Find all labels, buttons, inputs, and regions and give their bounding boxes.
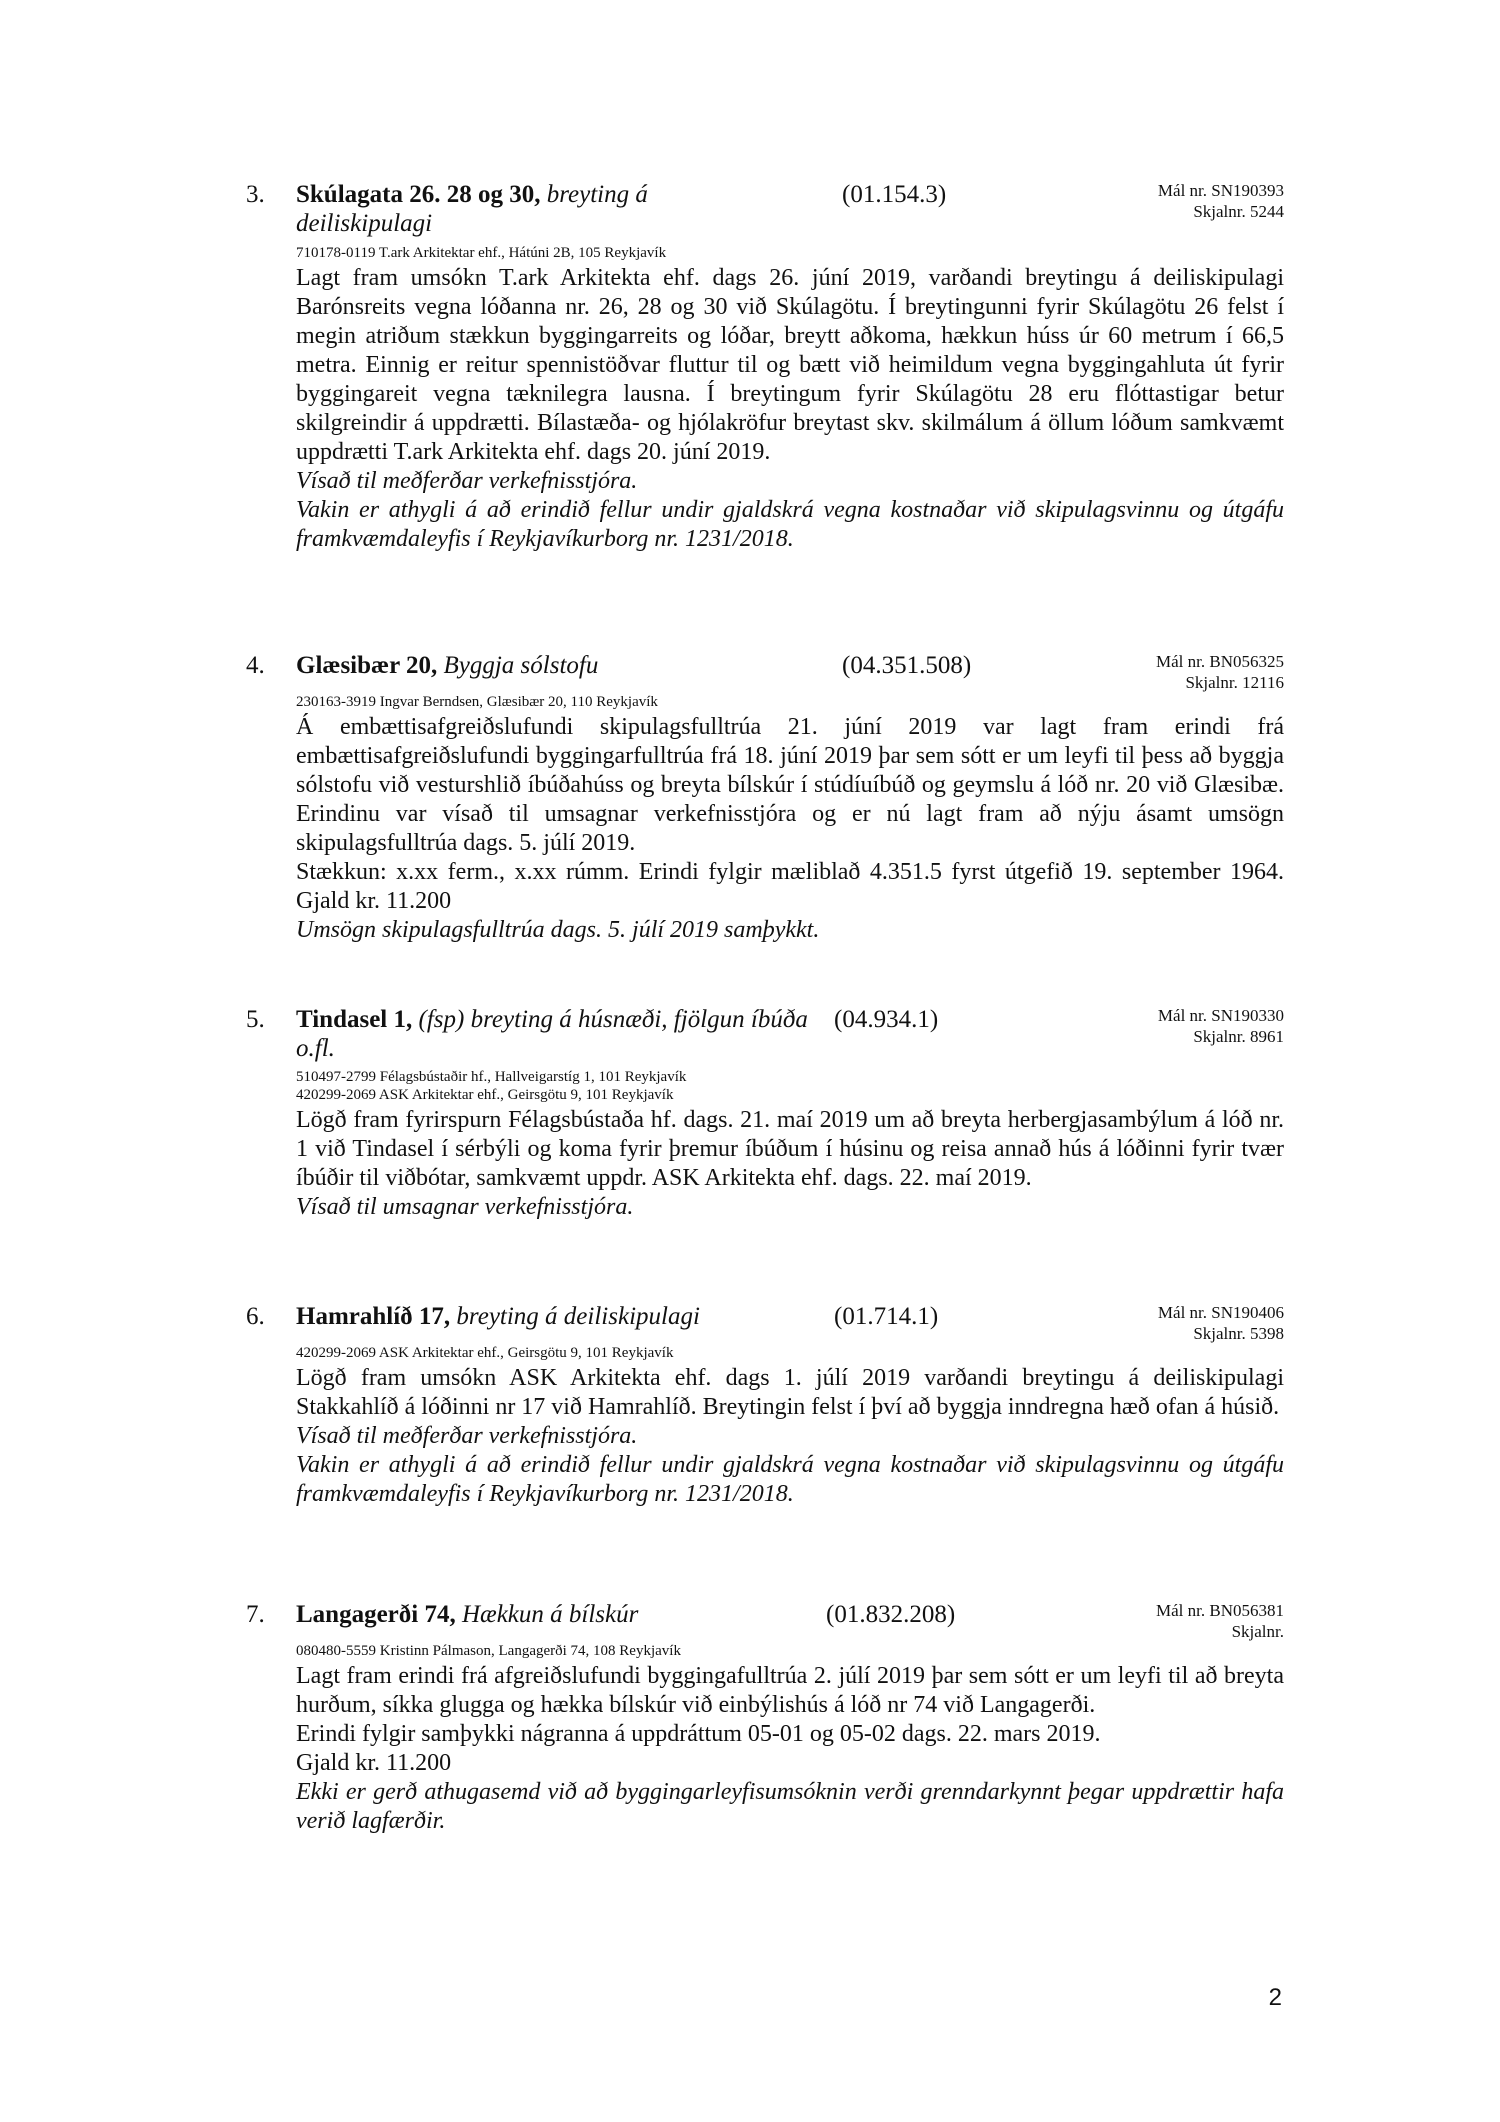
applicants — [296, 1344, 673, 1362]
applicants — [296, 1068, 686, 1104]
item-number: 5. — [246, 1006, 265, 1033]
applicant: 710178-0119 T.ark Arkitektar ehf., Hátúni 2B, 105 Reykjavík — [296, 245, 667, 261]
item-number: 3. — [246, 181, 265, 208]
item-title — [296, 1005, 836, 1063]
item-address: Hamrahlíð 17, — [296, 1303, 451, 1330]
item-number: 7. — [246, 1601, 265, 1628]
item-references — [1158, 1005, 1284, 1047]
item-paragraph: Gjald kr. 11.200 — [296, 1750, 452, 1776]
item-title — [296, 1600, 836, 1629]
item-land-code: (04.351.508) — [842, 652, 972, 679]
item-decision: Vísað til meðferðar verkefnisstjóra. — [296, 1423, 638, 1449]
item-decision: Ekki er gerð athugasemd við að byggingarleyfisumsóknin verði grenndarkynnt þegar uppdrættir hafa verið lagfærðir. — [296, 1779, 1284, 1834]
item-decision: Vakin er athygli á að erindið fellur undir gjaldskrá vegna kostnaðar við skipulagsvinnu og útgáfu framkvæmdaleyfis í Reykjavíkurborg nr. 1231/2018. — [296, 1452, 1284, 1507]
item-description: breyting á deiliskipulagi — [456, 1303, 700, 1330]
item-land-code: (04.934.1) — [834, 1006, 939, 1033]
item-description: Byggja sólstofu — [443, 652, 599, 679]
document-number: Skjalnr. 5244 — [1193, 202, 1284, 221]
item-address: Skúlagata 26. 28 og 30, — [296, 181, 541, 208]
item-paragraph: Erindi fylgir samþykki nágranna á uppdráttum 05-01 og 05-02 dags. 22. mars 2019. — [296, 1721, 1101, 1747]
item-decision: Umsögn skipulagsfulltrúa dags. 5. júlí 2019 samþykkt. — [296, 917, 820, 943]
item-body — [296, 1106, 1284, 1222]
item-number: 4. — [246, 652, 265, 679]
applicant: 230163-3919 Ingvar Berndsen, Glæsibær 20, 110 Reykjavík — [296, 694, 658, 710]
item-land-code: (01.714.1) — [834, 1303, 939, 1330]
item-references — [1158, 1302, 1284, 1344]
item-address: Langagerði 74, — [296, 1601, 456, 1628]
case-number: Mál nr. SN190330 — [1157, 1006, 1284, 1025]
applicant: 420299-2069 ASK Arkitektar ehf., Geirsgötu 9, 101 Reykjavík — [296, 1087, 674, 1103]
item-body — [296, 1364, 1284, 1509]
case-number: Mál nr. SN190406 — [1157, 1303, 1284, 1322]
item-description: breyting á deiliskipulagi — [296, 181, 648, 237]
applicant: 420299-2069 ASK Arkitektar ehf., Geirsgötu 9, 101 Reykjavík — [296, 1345, 674, 1361]
document-number: Skjalnr. 8961 — [1193, 1027, 1284, 1046]
item-references — [1158, 180, 1284, 222]
item-title — [296, 651, 836, 680]
item-address: Tindasel 1, — [296, 1006, 413, 1033]
item-paragraph: Lagt fram umsókn T.ark Arkitekta ehf. dags 26. júní 2019, varðandi breytingu á deiliskipulagi Barónsreits vegna lóðanna nr. 26, 28 og 30 við Skúlagötu. Í breytingunni fyrir Skúlagötu 26 felst í megin atriðum stækkun byggingarreits og lóðar, breytt aðkoma, hækkun húss úr 60 metrum í 66,5 metra. Einnig er reitur spennistöðvar fluttur til og bætt við heimildum vegna byggingahluta út fyrir byggingareit vegna tæknilegra lausna. Í breytingum fyrir Skúlagötu 28 eru flóttastigar betur skilgreindir á uppdrætti. Bílastæða- og hjólakröfur breytast skv. skilmálum á öllum lóðum samkvæmt uppdrætti T.ark Arkitekta ehf. dags 20. júní 2019. — [296, 265, 1284, 465]
item-land-code: (01.832.208) — [826, 1601, 956, 1628]
item-paragraph: Lögð fram umsókn ASK Arkitekta ehf. dags 1. júlí 2019 varðandi breytingu á deiliskipulagi Stakkahlíð á lóðinni nr 17 við Hamrahlíð. Breytingin felst í því að byggja inndregna hæð ofan á húsið. — [296, 1365, 1284, 1420]
item-title — [296, 180, 756, 238]
item-body — [296, 713, 1284, 945]
applicants — [296, 1642, 681, 1660]
item-decision: Vakin er athygli á að erindið fellur undir gjaldskrá vegna kostnaðar við skipulagsvinnu og útgáfu framkvæmdaleyfis í Reykjavíkurborg nr. 1231/2018. — [296, 497, 1284, 552]
case-number: Mál nr. BN056325 — [1156, 652, 1284, 671]
applicants — [296, 244, 666, 262]
item-decision: Vísað til meðferðar verkefnisstjóra. — [296, 468, 638, 494]
item-description: (fsp) breyting á húsnæði, fjölgun íbúða o.fl. — [296, 1006, 808, 1062]
applicant: 080480-5559 Kristinn Pálmason, Langagerði 74, 108 Reykjavík — [296, 1643, 681, 1659]
applicant: 510497-2799 Félagsbústaðir hf., Hallveigarstíg 1, 101 Reykjavík — [296, 1069, 687, 1085]
document-number: Skjalnr. 5398 — [1193, 1324, 1284, 1343]
item-title — [296, 1302, 836, 1331]
item-decision: Vísað til umsagnar verkefnisstjóra. — [296, 1194, 634, 1220]
item-number: 6. — [246, 1303, 265, 1330]
case-number: Mál nr. BN056381 — [1156, 1601, 1284, 1620]
item-description: Hækkun á bílskúr — [461, 1601, 639, 1628]
item-paragraph: Lögð fram fyrirspurn Félagsbústaða hf. dags. 21. maí 2019 um að breyta herbergjasambýlum á lóð nr. 1 við Tindasel í sérbýli og koma fyrir þremur íbúðum í húsinu og reisa annað hús á lóðinni fyrir tvær íbúðir til viðbótar, samkvæmt uppdr. ASK Arkitekta ehf. dags. 22. maí 2019. — [296, 1107, 1284, 1191]
case-number: Mál nr. SN190393 — [1157, 181, 1284, 200]
item-body — [296, 264, 1284, 554]
item-paragraph: Á embættisafgreiðslufundi skipulagsfulltrúa 21. júní 2019 var lagt fram erindi frá embættisafgreiðslufundi byggingarfulltrúa frá 18. júní 2019 þar sem sótt er um leyfi til þess að byggja sólstofu við vesturshlið íbúðahúss og breyta bílskúr í stúdíuíbúð og geymslu á lóð nr. 20 við Glæsibæ. Erindinu var vísað til umsagnar verkefnisstjóra og er nú lagt fram að nýju ásamt umsögn skipulagsfulltrúa dags. 5. júlí 2019. — [296, 714, 1284, 856]
item-land-code: (01.154.3) — [842, 181, 947, 208]
item-paragraph: Lagt fram erindi frá afgreiðslufundi byggingafulltrúa 2. júlí 2019 þar sem sótt er um leyfi til að breyta hurðum, síkka glugga og hækka bílskúr við einbýlishús á lóð nr 74 við Langagerði. — [296, 1663, 1284, 1718]
item-paragraph: Stækkun: x.xx ferm., x.xx rúmm. Erindi fylgir mæliblað 4.351.5 fyrst útgefið 19. september 1964. Gjald kr. 11.200 — [296, 859, 1284, 914]
item-address: Glæsibær 20, — [296, 652, 438, 679]
applicants — [296, 693, 658, 711]
document-number: Skjalnr. 12116 — [1185, 673, 1284, 692]
item-body — [296, 1662, 1284, 1836]
item-references — [1156, 1600, 1284, 1642]
item-references — [1156, 651, 1284, 693]
page-number: 2 — [1268, 1984, 1282, 2011]
document-number: Skjalnr. — [1231, 1622, 1284, 1641]
